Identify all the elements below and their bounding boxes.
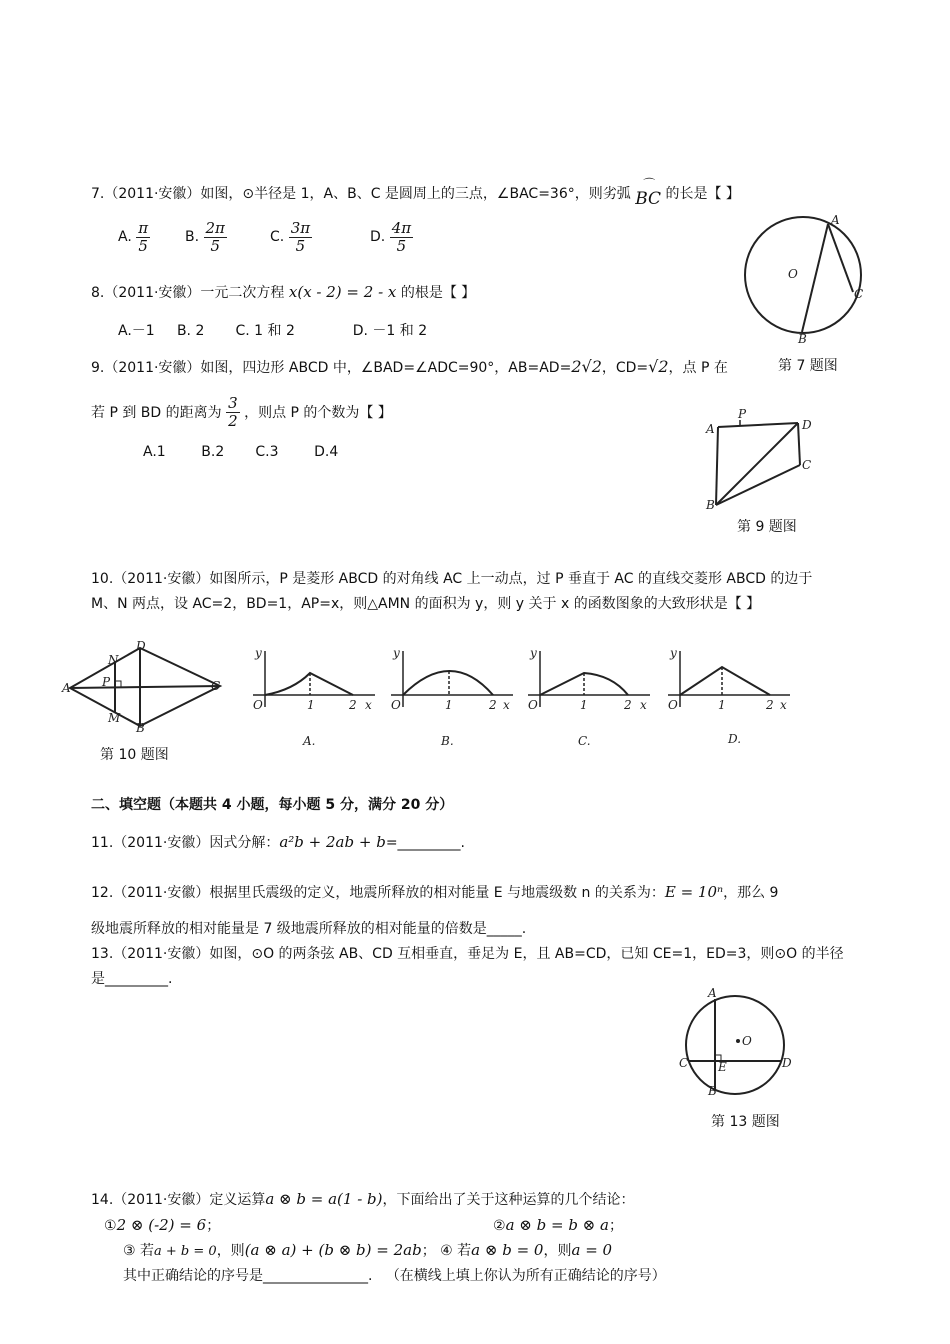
q12-formula: E = 10ⁿ <box>664 883 724 901</box>
svg-text:B: B <box>136 721 145 735</box>
svg-text:x: x <box>780 698 787 712</box>
q10-graph-a <box>245 645 380 750</box>
svg-text:1: 1 <box>718 698 726 712</box>
svg-text:C: C <box>802 458 812 472</box>
svg-text:C: C <box>211 679 221 693</box>
svg-text:D: D <box>782 1056 792 1070</box>
q13-line2: 是_________. <box>91 971 173 987</box>
q10-graph-b <box>383 645 518 750</box>
svg-text:1: 1 <box>307 698 315 712</box>
svg-text:2: 2 <box>349 698 357 712</box>
q11-expression: a²b + 2ab + b <box>279 833 386 851</box>
svg-text:B: B <box>798 332 807 346</box>
q9-stem-line: 9.（2011·安徽）如图，四边形 ABCD 中，∠BAD=∠ADC=90°，AB=AD=2√2，CD=√2，点 P 在 <box>91 357 728 376</box>
q7-option-b: B. $\frac{2\pi}{5}$ <box>185 219 225 255</box>
svg-text:2: 2 <box>624 698 632 712</box>
q10-line1: 10.（2011·安徽）如图所示，P 是菱形 ABCD 的对角线 AC 上一动点，过 P 垂直于 AC 的直线交菱形 ABCD 的边于 <box>91 571 813 587</box>
q14-conclusion-1: ①2 ⊗ (-2) = 6； <box>104 1216 221 1234</box>
svg-text:B: B <box>708 1084 717 1098</box>
q12-line2: 级地震所释放的相对能量是 7 级地震所释放的相对能量的倍数是_____. <box>91 921 527 937</box>
svg-text:N: N <box>108 653 119 667</box>
svg-text:P: P <box>102 675 111 689</box>
svg-text:x: x <box>503 698 510 712</box>
q14-stem-line: 14.（2011·安徽）定义运算a ⊗ b = a(1 - b)，下面给出了关于这种运算的几个结论： <box>91 1190 635 1208</box>
q9-figure-caption: 第 9 题图 <box>737 519 797 535</box>
q8-options: A.－1 B. 2 C. 1 和 2 D. －1 和 2 <box>118 323 428 339</box>
q9-distance-fraction: $\frac{3}{2}$ <box>228 394 238 430</box>
q9-figure <box>700 405 830 515</box>
svg-text:2: 2 <box>766 698 774 712</box>
svg-text:A: A <box>708 986 717 1000</box>
q11-line: 11.（2011·安徽）因式分解：a²b + 2ab + b=_________. <box>91 833 465 851</box>
svg-text:D.: D. <box>728 732 742 746</box>
q9-ab-value: 2√2 <box>571 357 602 376</box>
q8-stem-line <box>91 282 475 302</box>
q14-definition: a ⊗ b = a(1 - b) <box>265 1190 383 1208</box>
q8-stem: 8.（2011·安徽）一元二次方程 <box>91 285 285 301</box>
svg-text:A: A <box>831 213 840 227</box>
q7-figure-caption: 第 7 题图 <box>778 358 838 374</box>
q9-options: A.1 B.2 C.3 D.4 <box>143 444 339 460</box>
q14-last-line: 其中正确结论的序号是_______________. （在横线上填上你认为所有正确结论的序号） <box>123 1268 666 1284</box>
svg-text:E: E <box>718 1060 727 1074</box>
svg-text:y: y <box>393 646 400 660</box>
svg-text:D: D <box>802 418 812 432</box>
q8-equation: x(x - 2) = 2 - x <box>288 283 397 301</box>
q10-figure-caption: 第 10 题图 <box>100 747 169 763</box>
svg-text:O: O <box>788 267 798 281</box>
svg-text:M: M <box>108 711 121 725</box>
svg-text:A.: A. <box>303 734 316 748</box>
q13-figure-caption: 第 13 题图 <box>711 1114 780 1130</box>
svg-text:O: O <box>742 1034 752 1048</box>
svg-text:C: C <box>679 1056 689 1070</box>
svg-text:D: D <box>136 639 146 653</box>
svg-text:2: 2 <box>489 698 497 712</box>
svg-text:C: C <box>854 287 864 301</box>
svg-text:x: x <box>365 698 372 712</box>
svg-text:O: O <box>253 698 263 712</box>
svg-text:y: y <box>530 646 537 660</box>
q14-conclusion-3-4: ③ 若a + b = 0，则(a ⊗ a) + (b ⊗ b) = 2ab； ④ 若a ⊗ b = 0，则a = 0 <box>123 1241 613 1259</box>
q7-option-c: C. $\frac{3\pi}{5}$ <box>270 219 311 255</box>
svg-text:C.: C. <box>578 734 591 748</box>
q7-tail: 的长是【 】 <box>665 186 740 202</box>
q10-rhombus-figure <box>60 640 230 735</box>
svg-text:B.: B. <box>441 734 454 748</box>
q13-figure <box>678 985 798 1100</box>
svg-text:B: B <box>706 498 715 512</box>
q12-line1: 12.（2011·安徽）根据里氏震级的定义，地震所释放的相对能量 E 与地震级数 n 的关系为：E = 10ⁿ，那么 9 <box>91 883 779 901</box>
svg-text:P: P <box>738 407 747 421</box>
q7-option-d: D. $\frac{4\pi}{5}$ <box>370 219 412 255</box>
svg-text:y: y <box>670 646 677 660</box>
q9-cd-value: √2 <box>648 357 669 376</box>
svg-text:1: 1 <box>445 698 453 712</box>
q7-figure <box>740 210 870 345</box>
q7-stem-line <box>91 177 740 209</box>
q10-line2: M、N 两点，设 AC=2，BD=1，AP=x，则△AMN 的面积为 y，则 y 关于 x 的函数图象的大致形状是【 】 <box>91 596 761 612</box>
svg-text:O: O <box>528 698 538 712</box>
svg-text:O: O <box>668 698 678 712</box>
svg-text:O: O <box>391 698 401 712</box>
svg-text:A: A <box>62 681 71 695</box>
q7-option-a: A. $\frac{\pi}{5}$ <box>118 219 149 255</box>
svg-text:x: x <box>640 698 647 712</box>
q7-stem: 7.（2011·安徽）如图，⊙半径是 1，A、B、C 是圆周上的三点，∠BAC=36°，则劣弧 <box>91 186 631 202</box>
q9-line2: 若 P 到 BD 的距离为 $\frac{3}{2}$ ，则点 P 的个数为【 】 <box>91 394 392 430</box>
svg-text:y: y <box>255 646 262 660</box>
q14-conclusion-2: ②a ⊗ b = b ⊗ a； <box>493 1216 623 1234</box>
section2-title: 二、填空题（本题共 4 小题，每小题 5 分，满分 20 分） <box>91 797 454 813</box>
q8-tail: 的根是【 】 <box>400 285 476 301</box>
q10-graph-d <box>660 645 795 750</box>
q13-line1: 13.（2011·安徽）如图，⊙O 的两条弦 AB、CD 互相垂直，垂足为 E，且 AB=CD，已知 CE=1，ED=3，则⊙O 的半径 <box>91 946 844 962</box>
svg-text:A: A <box>706 422 715 436</box>
q7-arc: ⌒ BC <box>635 177 662 209</box>
q10-graph-c <box>520 645 655 750</box>
svg-text:1: 1 <box>580 698 588 712</box>
